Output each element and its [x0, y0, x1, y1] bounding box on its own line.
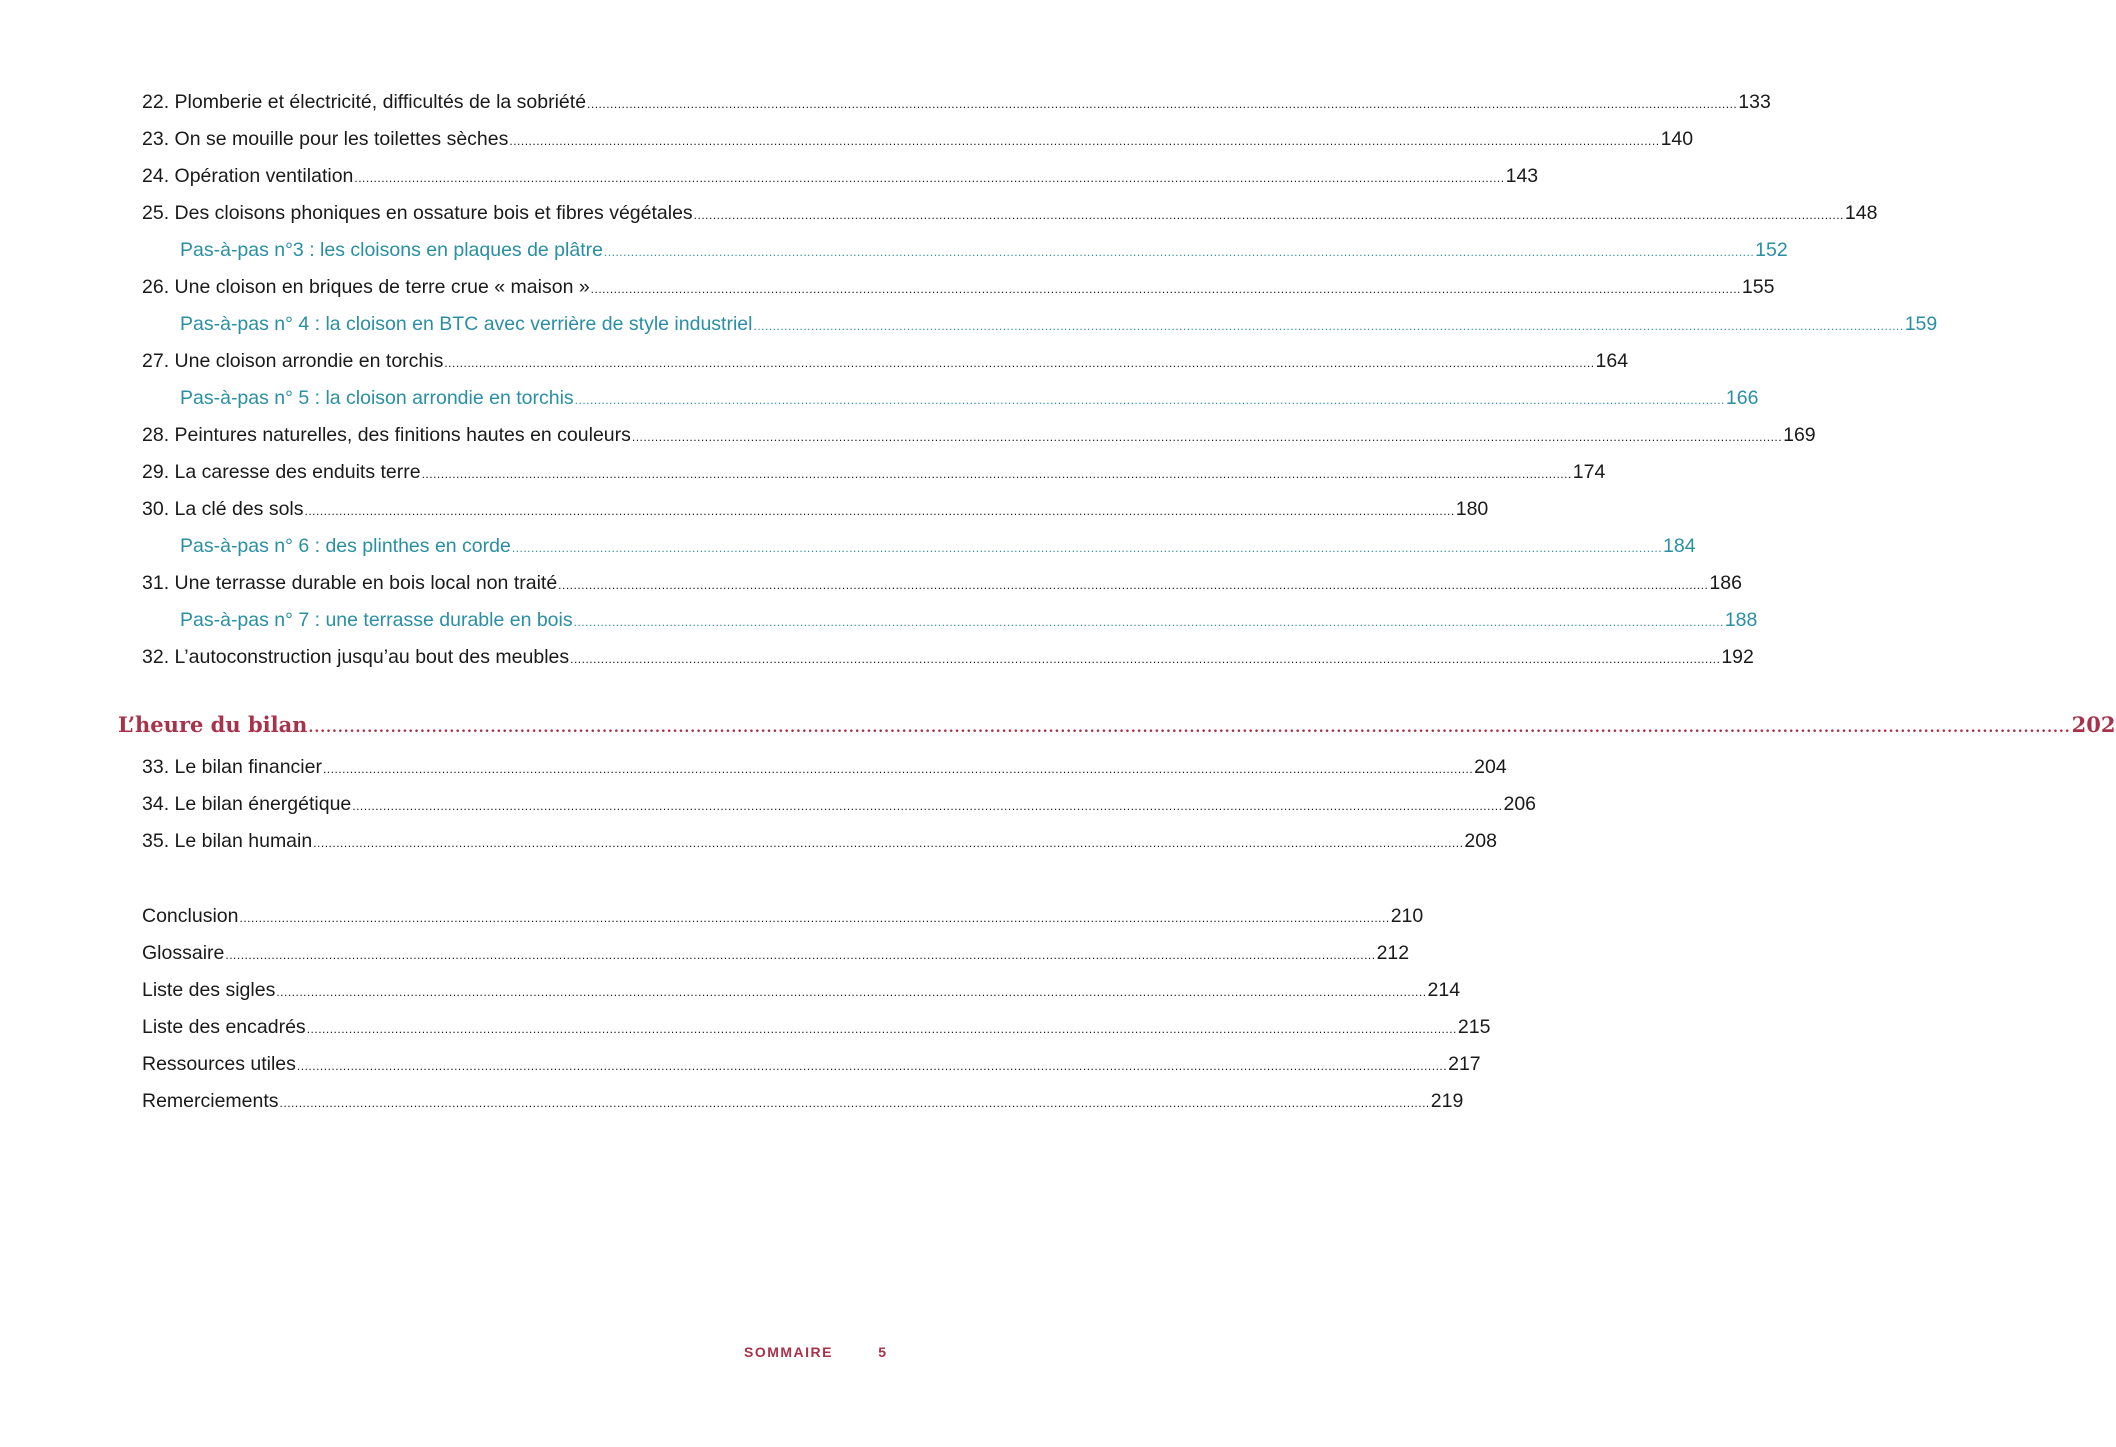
toc-entry[interactable]: [142, 1083, 1464, 1120]
dot-leader: ............................................................................................................................................................................................................................................................................................................: [304, 504, 1455, 518]
entry-page-number: 215: [1457, 1016, 1491, 1038]
dot-leader: ............................................................................................................................................................................................................................................................................................................: [573, 615, 1724, 629]
entry-page-number: 212: [1376, 942, 1410, 964]
dot-leader: ............................................................................................................................................................................................................................................................................................................: [511, 541, 1663, 555]
entry-page-number: 210: [1390, 905, 1424, 927]
entry-title: 30. La clé des sols: [142, 498, 304, 520]
entry-title: Pas-à-pas n° 6 : des plinthes en corde: [180, 535, 511, 557]
entry-page-number: 148: [1844, 202, 1878, 224]
section-page-number: 202: [2071, 712, 2116, 737]
chapter-list-bilan: [142, 749, 1537, 860]
dot-leader: ............................................................................................................................................................................................................................................................................................................: [753, 319, 1904, 333]
dot-leader: ............................................................................................................................................................................................................................................................................................................: [225, 948, 1376, 962]
dot-leader: ............................................................................................................................................................................................................................................................................................................: [306, 1022, 1457, 1036]
entry-title: 35. Le bilan humain: [142, 830, 313, 852]
toc-entry[interactable]: [142, 639, 1754, 676]
toc-entry[interactable]: [142, 565, 1742, 602]
entry-page-number: 204: [1474, 756, 1507, 778]
entry-page-number: 143: [1505, 165, 1539, 187]
entry-title: 27. Une cloison arrondie en torchis: [142, 350, 444, 372]
dot-leader: ............................................................................................................................................................................................................................................................................................................: [558, 578, 1709, 592]
entry-title: Pas-à-pas n° 5 : la cloison arrondie en torchis: [180, 387, 574, 409]
toc-entry[interactable]: [142, 1009, 1491, 1046]
entry-page-number: 184: [1663, 535, 1696, 557]
toc-entry[interactable]: [142, 491, 1489, 528]
dot-leader: ............................................................................................................................................................................................................................................................................................................: [693, 208, 1844, 222]
entry-title: 28. Peintures naturelles, des finitions hautes en couleurs: [142, 424, 631, 446]
entry-page-number: 164: [1595, 350, 1629, 372]
entry-page-number: 206: [1503, 793, 1537, 815]
dot-leader: ............................................................................................................................................................................................................................................................................................................: [354, 171, 1505, 185]
toc-entry[interactable]: [142, 195, 1878, 232]
backmatter-list: [142, 898, 1491, 1120]
entry-page-number: 159: [1904, 313, 1938, 335]
dot-leader: ............................................................................................................................................................................................................................................................................................................: [313, 836, 1464, 850]
entry-page-number: 166: [1725, 387, 1759, 409]
toc-entry[interactable]: [142, 935, 1410, 972]
toc-entry[interactable]: [142, 972, 1461, 1009]
entry-title: 33. Le bilan financier: [142, 756, 322, 778]
toc-entry[interactable]: [142, 121, 1694, 158]
dot-leader: ............................................................................................................................................................................................................................................................................................................: [308, 720, 2071, 736]
dot-leader: ............................................................................................................................................................................................................................................................................................................: [587, 97, 1738, 111]
dot-leader: ............................................................................................................................................................................................................................................................................................................: [352, 799, 1503, 813]
entry-page-number: 180: [1455, 498, 1489, 520]
chapter-list: [142, 84, 1938, 676]
toc-step-entry[interactable]: [142, 232, 1788, 269]
entry-title: 26. Une cloison en briques de terre crue « maison »: [142, 276, 590, 298]
entry-page-number: 219: [1430, 1090, 1464, 1112]
dot-leader: ............................................................................................................................................................................................................................................................................................................: [603, 245, 1755, 259]
toc-entry[interactable]: [142, 823, 1497, 860]
toc-entry[interactable]: [142, 1046, 1481, 1083]
toc-entry[interactable]: [142, 898, 1424, 935]
page-footer: [0, 1344, 974, 1366]
entry-title: Remerciements: [142, 1090, 279, 1112]
entry-page-number: 152: [1755, 239, 1788, 261]
toc-entry[interactable]: [142, 84, 1771, 121]
toc-entry[interactable]: [142, 749, 1507, 786]
entry-title: 32. L’autoconstruction jusqu’au bout des meubles: [142, 646, 570, 668]
toc-entry[interactable]: [142, 269, 1775, 306]
entry-title: 29. La caresse des enduits terre: [142, 461, 421, 483]
entry-page-number: 188: [1724, 609, 1758, 631]
dot-leader: ............................................................................................................................................................................................................................................................................................................: [631, 430, 1783, 444]
dot-leader: ............................................................................................................................................................................................................................................................................................................: [574, 393, 1725, 407]
entry-page-number: 169: [1783, 424, 1816, 446]
dot-leader: ............................................................................................................................................................................................................................................................................................................: [296, 1059, 1448, 1073]
entry-title: 31. Une terrasse durable en bois local non traité: [142, 572, 558, 594]
toc-step-entry[interactable]: [142, 602, 1758, 639]
toc-entry[interactable]: [142, 158, 1539, 195]
page-number: 5: [878, 1344, 886, 1360]
entry-page-number: 214: [1427, 979, 1461, 1001]
dot-leader: ............................................................................................................................................................................................................................................................................................................: [509, 134, 1660, 148]
entry-title: Pas-à-pas n° 4 : la cloison en BTC avec verrière de style industriel: [180, 313, 753, 335]
dot-leader: ............................................................................................................................................................................................................................................................................................................: [421, 467, 1572, 481]
entry-title: Conclusion: [142, 905, 239, 927]
entry-page-number: 217: [1448, 1053, 1481, 1075]
section-heading-bilan[interactable]: [118, 706, 2116, 743]
entry-title: Pas-à-pas n° 7 : une terrasse durable en bois: [180, 609, 573, 631]
dot-leader: ............................................................................................................................................................................................................................................................................................................: [239, 911, 1390, 925]
entry-page-number: 174: [1572, 461, 1606, 483]
section-title: L’heure du bilan: [118, 712, 308, 737]
entry-page-number: 208: [1464, 830, 1497, 852]
spacer: [142, 860, 886, 898]
entry-title: 23. On se mouille pour les toilettes sèches: [142, 128, 509, 150]
entry-page-number: 186: [1709, 572, 1742, 594]
entry-page-number: 155: [1741, 276, 1775, 298]
entry-title: Glossaire: [142, 942, 225, 964]
table-of-contents: [118, 84, 2116, 1120]
dot-leader: ............................................................................................................................................................................................................................................................................................................: [570, 652, 1721, 666]
entry-title: 34. Le bilan énergétique: [142, 793, 352, 815]
dot-leader: ............................................................................................................................................................................................................................................................................................................: [590, 282, 1741, 296]
toc-entry[interactable]: [142, 454, 1606, 491]
toc-step-entry[interactable]: [142, 380, 1759, 417]
entry-page-number: 133: [1738, 91, 1771, 113]
dot-leader: ............................................................................................................................................................................................................................................................................................................: [444, 356, 1595, 370]
entry-title: 25. Des cloisons phoniques en ossature bois et fibres végétales: [142, 202, 693, 224]
entry-page-number: 192: [1721, 646, 1754, 668]
entry-title: 24. Opération ventilation: [142, 165, 354, 187]
entry-title: Liste des encadrés: [142, 1016, 306, 1038]
toc-entry[interactable]: [142, 343, 1629, 380]
dot-leader: ............................................................................................................................................................................................................................................................................................................: [322, 762, 1474, 776]
running-footer-label: SOMMAIRE: [744, 1344, 833, 1360]
toc-step-entry[interactable]: [142, 306, 1938, 343]
toc-entry[interactable]: [142, 417, 1816, 454]
entry-title: Liste des sigles: [142, 979, 276, 1001]
toc-entry[interactable]: [142, 786, 1537, 823]
entry-page-number: 140: [1660, 128, 1694, 150]
entry-title: Pas-à-pas n°3 : les cloisons en plaques de plâtre: [180, 239, 603, 261]
entry-title: 22. Plomberie et électricité, difficultés de la sobriété: [142, 91, 587, 113]
dot-leader: ............................................................................................................................................................................................................................................................................................................: [279, 1096, 1430, 1110]
toc-step-entry[interactable]: [142, 528, 1696, 565]
entry-title: Ressources utiles: [142, 1053, 296, 1075]
dot-leader: ............................................................................................................................................................................................................................................................................................................: [276, 985, 1427, 999]
